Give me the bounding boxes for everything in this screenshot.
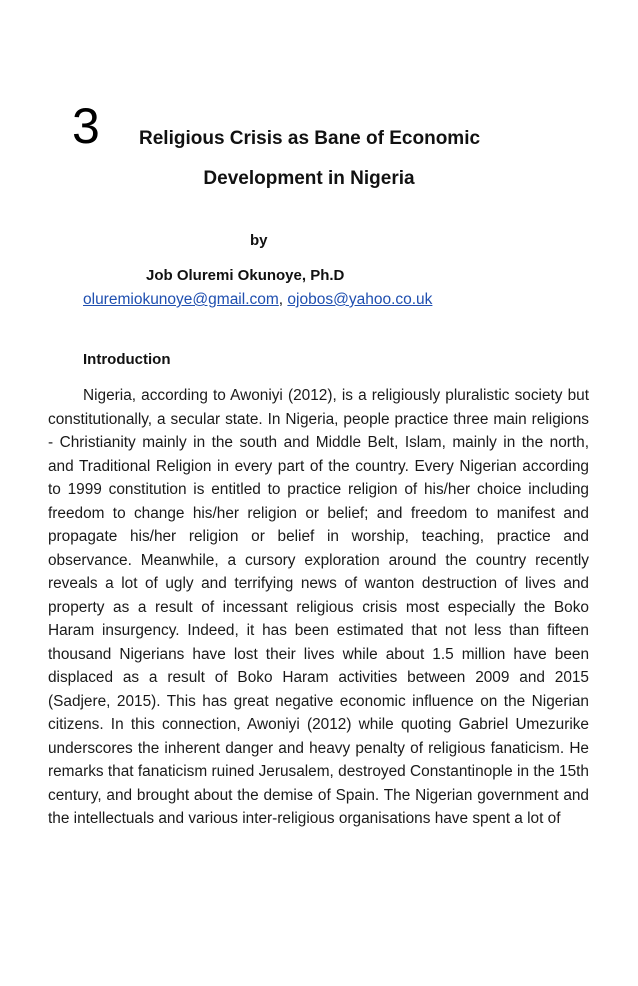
chapter-title-line-1: Religious Crisis as Bane of Economic <box>139 128 481 149</box>
section-heading: Introduction <box>83 351 171 368</box>
author-emails <box>83 289 432 311</box>
email-separator: , <box>278 291 288 308</box>
chapter-title-line-2: Development in Nigeria <box>203 168 415 189</box>
body-paragraph: Nigeria, according to Awoniyi (2012), is a religiously pluralistic society but constitutionally, a secular state. In Nigeria, people practice three main religions - Christianity mainly in the south and Middle Belt, Islam, mainly in the north, and Traditional Religion in every part of the country. Every Nigerian according to 1999 constitution is entitled to practice religion of his/her choice including freedom to change his/her religion or belief; and freedom to manifest and propagate his/her religion or belief in worship, teaching, practice and observance. Meanwhile, a cursory exploration around the country recently reveals a lot of ugly and terrifying news of wanton destruction of lives and property as a result of incessant religious crisis most especially the Boko Haram insurgency. Indeed, it has been estimated that not less than fifteen thousand Nigerians have lost their lives while about 1.5 million have been displaced as a result of Boko Haram activities between 2009 and 2015 (Sadjere, 2015). This has great negative economic influence on the Nigerian citizens. In this connection, Awoniyi (2012) while quoting Gabriel Umezurike underscores the inherent danger and heavy penalty of religious fanaticism. He remarks that fanaticism ruined Jerusalem, destroyed Constantinople in the 15th century, and brought about the demise of Spain. The Nigerian government and the intellectuals and various inter-religious organisations have spent a lot of <box>48 387 589 827</box>
byline-by: by <box>250 232 268 249</box>
author-name: Job Oluremi Okunoye, Ph.D <box>146 267 345 284</box>
email-link-1[interactable]: oluremiokunoye@gmail.com <box>83 291 279 308</box>
email-link-2[interactable]: ojobos@yahoo.co.uk <box>287 291 433 308</box>
chapter-number: 3 <box>72 98 100 154</box>
